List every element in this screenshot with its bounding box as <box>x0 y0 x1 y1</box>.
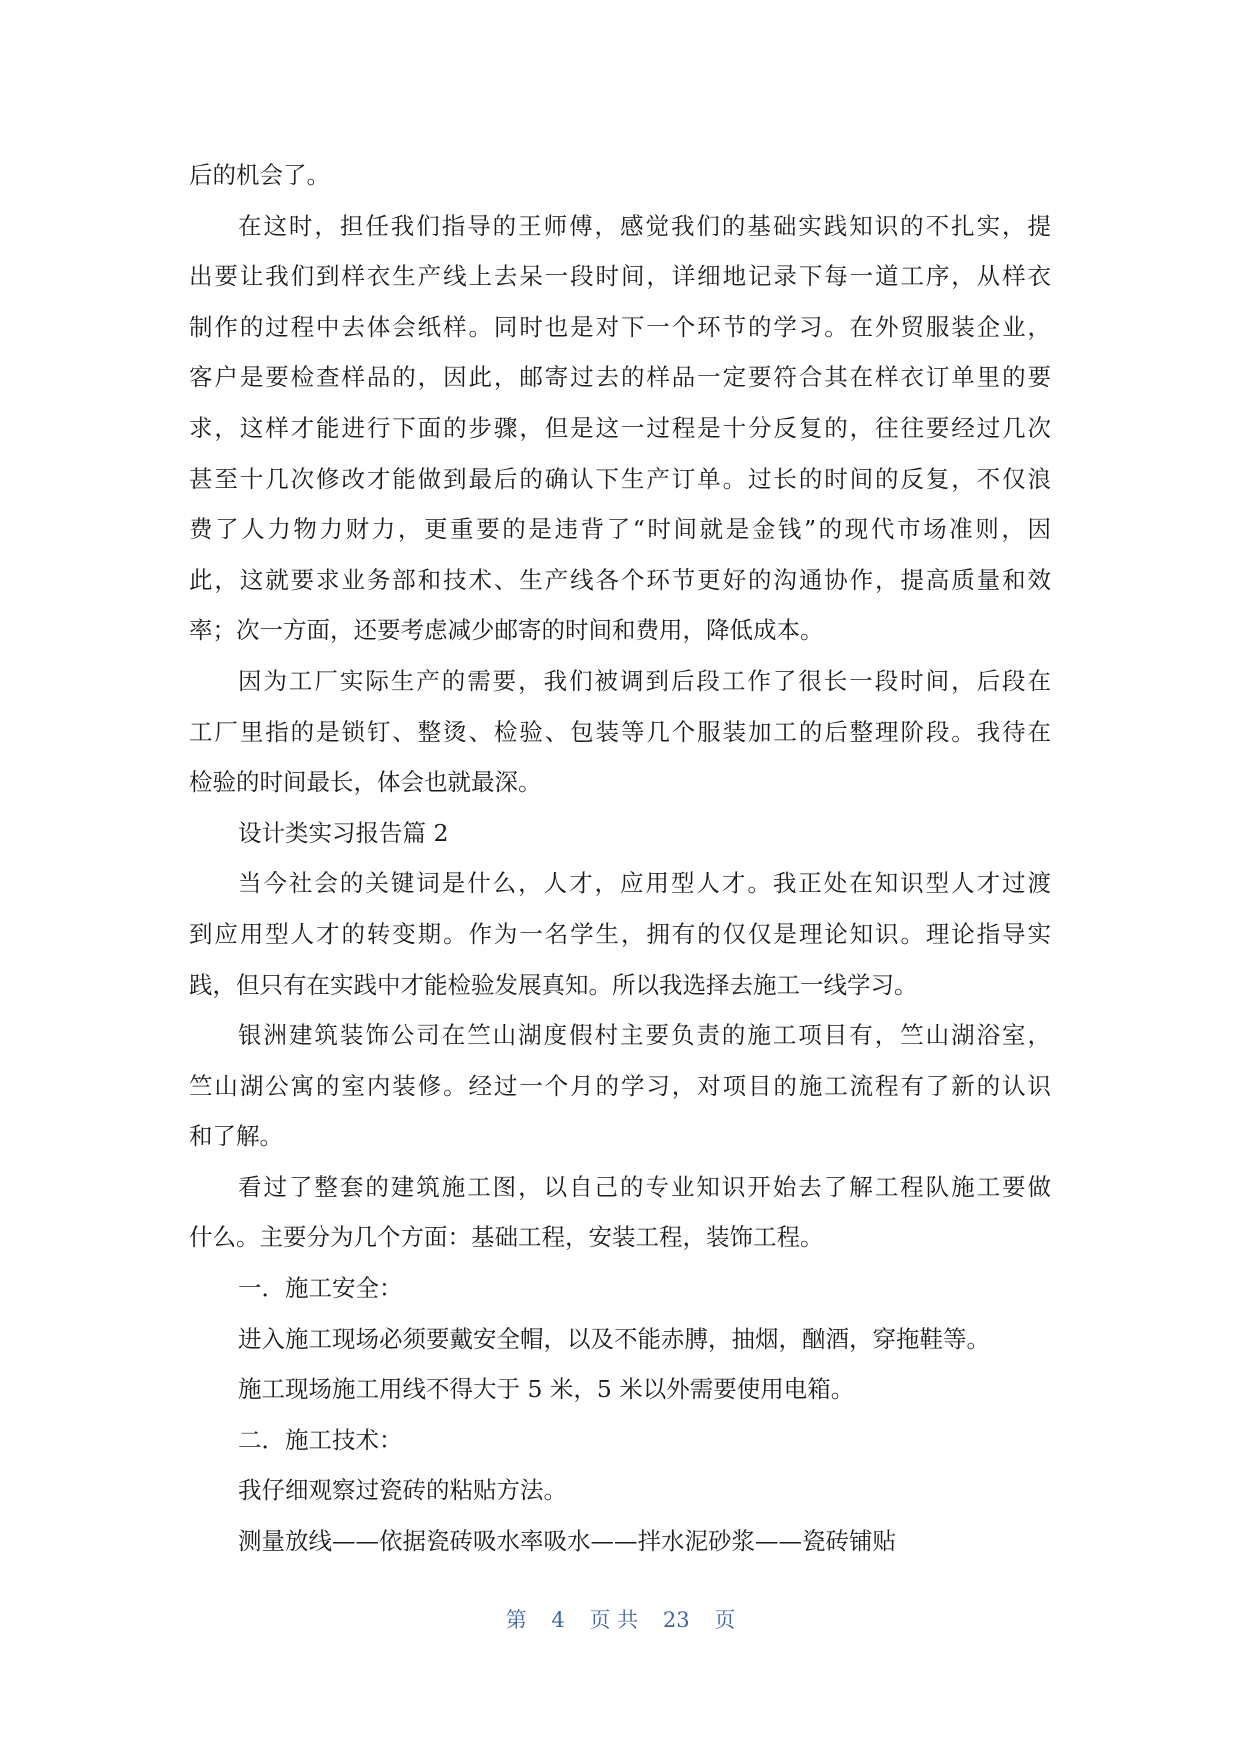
text-line: 银洲建筑装饰公司在竺山湖度假村主要负责的施工项目有，竺山湖浴室， <box>238 1021 1051 1050</box>
text-line: 检验的时间最长，体会也就最深。 <box>189 768 542 797</box>
footer-total-pages: 23 <box>662 1608 690 1632</box>
text-line: 此，这就要求业务部和技术、生产线各个环节更好的沟通协作，提高质量和效 <box>189 565 1051 594</box>
text-line: 甚至十几次修改才能做到最后的确认下生产订单。过长的时间的反复，不仅浪 <box>189 464 1051 493</box>
text-line: 践，但只有在实践中才能检验发展真知。所以我选择去施工一线学习。 <box>189 970 918 999</box>
footer-page-number: 4 <box>551 1608 565 1632</box>
text-line: 竺山湖公寓的室内装修。经过一个月的学习，对项目的施工流程有了新的认识 <box>189 1071 1051 1100</box>
text-line: 施工现场施工用线不得大于 5 米，5 米以外需要使用电箱。 <box>238 1375 855 1404</box>
text-line: 费了人力物力财力，更重要的是违背了“时间就是金钱”的现代市场准则，因 <box>189 515 1051 544</box>
text-line: 客户是要检查样品的，因此，邮寄过去的样品一定要符合其在样衣订单里的要 <box>189 363 1051 392</box>
text-line: 测量放线——依据瓷砖吸水率吸水——拌水泥砂浆——瓷砖铺贴 <box>238 1527 896 1556</box>
document-body <box>189 150 1051 1567</box>
text-line: 进入施工现场必须要戴安全帽，以及不能赤膊，抽烟，酗酒，穿拖鞋等。 <box>238 1324 990 1353</box>
text-line: 和了解。 <box>189 1122 283 1151</box>
footer-prefix: 第 <box>505 1608 527 1632</box>
text-line: 在这时，担任我们指导的王师傅，感觉我们的基础实践知识的不扎实，提 <box>238 211 1051 240</box>
page-footer <box>0 1604 1241 1634</box>
text-line: 后的机会了。 <box>189 161 330 189</box>
text-line: 我仔细观察过瓷砖的粘贴方法。 <box>238 1476 567 1505</box>
text-line: 什么。主要分为几个方面：基础工程，安装工程，装饰工程。 <box>189 1223 824 1252</box>
text-line: 一．施工安全： <box>238 1274 403 1303</box>
text-line: 率；次一方面，还要考虑减少邮寄的时间和费用，降低成本。 <box>189 616 824 645</box>
text-line: 到应用型人才的转变期。作为一名学生，拥有的仅仅是理论知识。理论指导实 <box>189 919 1051 948</box>
footer-middle: 页 共 <box>589 1608 639 1632</box>
text-line: 二．施工技术： <box>238 1425 403 1454</box>
text-line: 求，这样才能进行下面的步骤，但是这一过程是十分反复的，往往要经过几次 <box>189 413 1051 442</box>
footer-suffix: 页 <box>714 1608 736 1632</box>
text-line: 看过了整套的建筑施工图，以自己的专业知识开始去了解工程队施工要做 <box>238 1172 1051 1201</box>
text-line: 因为工厂实际生产的需要，我们被调到后段工作了很长一段时间，后段在 <box>238 666 1051 695</box>
text-line: 工厂里指的是锁钉、整烫、检验、包装等几个服装加工的后整理阶段。我待在 <box>189 717 1051 746</box>
text-line: 制作的过程中去体会纸样。同时也是对下一个环节的学习。在外贸服装企业， <box>189 312 1051 341</box>
text-line: 当今社会的关键词是什么，人才，应用型人才。我正处在知识型人才过渡 <box>238 869 1051 898</box>
text-line: 出要让我们到样衣生产线上去呆一段时间，详细地记录下每一道工序，从样衣 <box>189 262 1051 291</box>
text-line: 设计类实习报告篇 2 <box>238 818 449 847</box>
